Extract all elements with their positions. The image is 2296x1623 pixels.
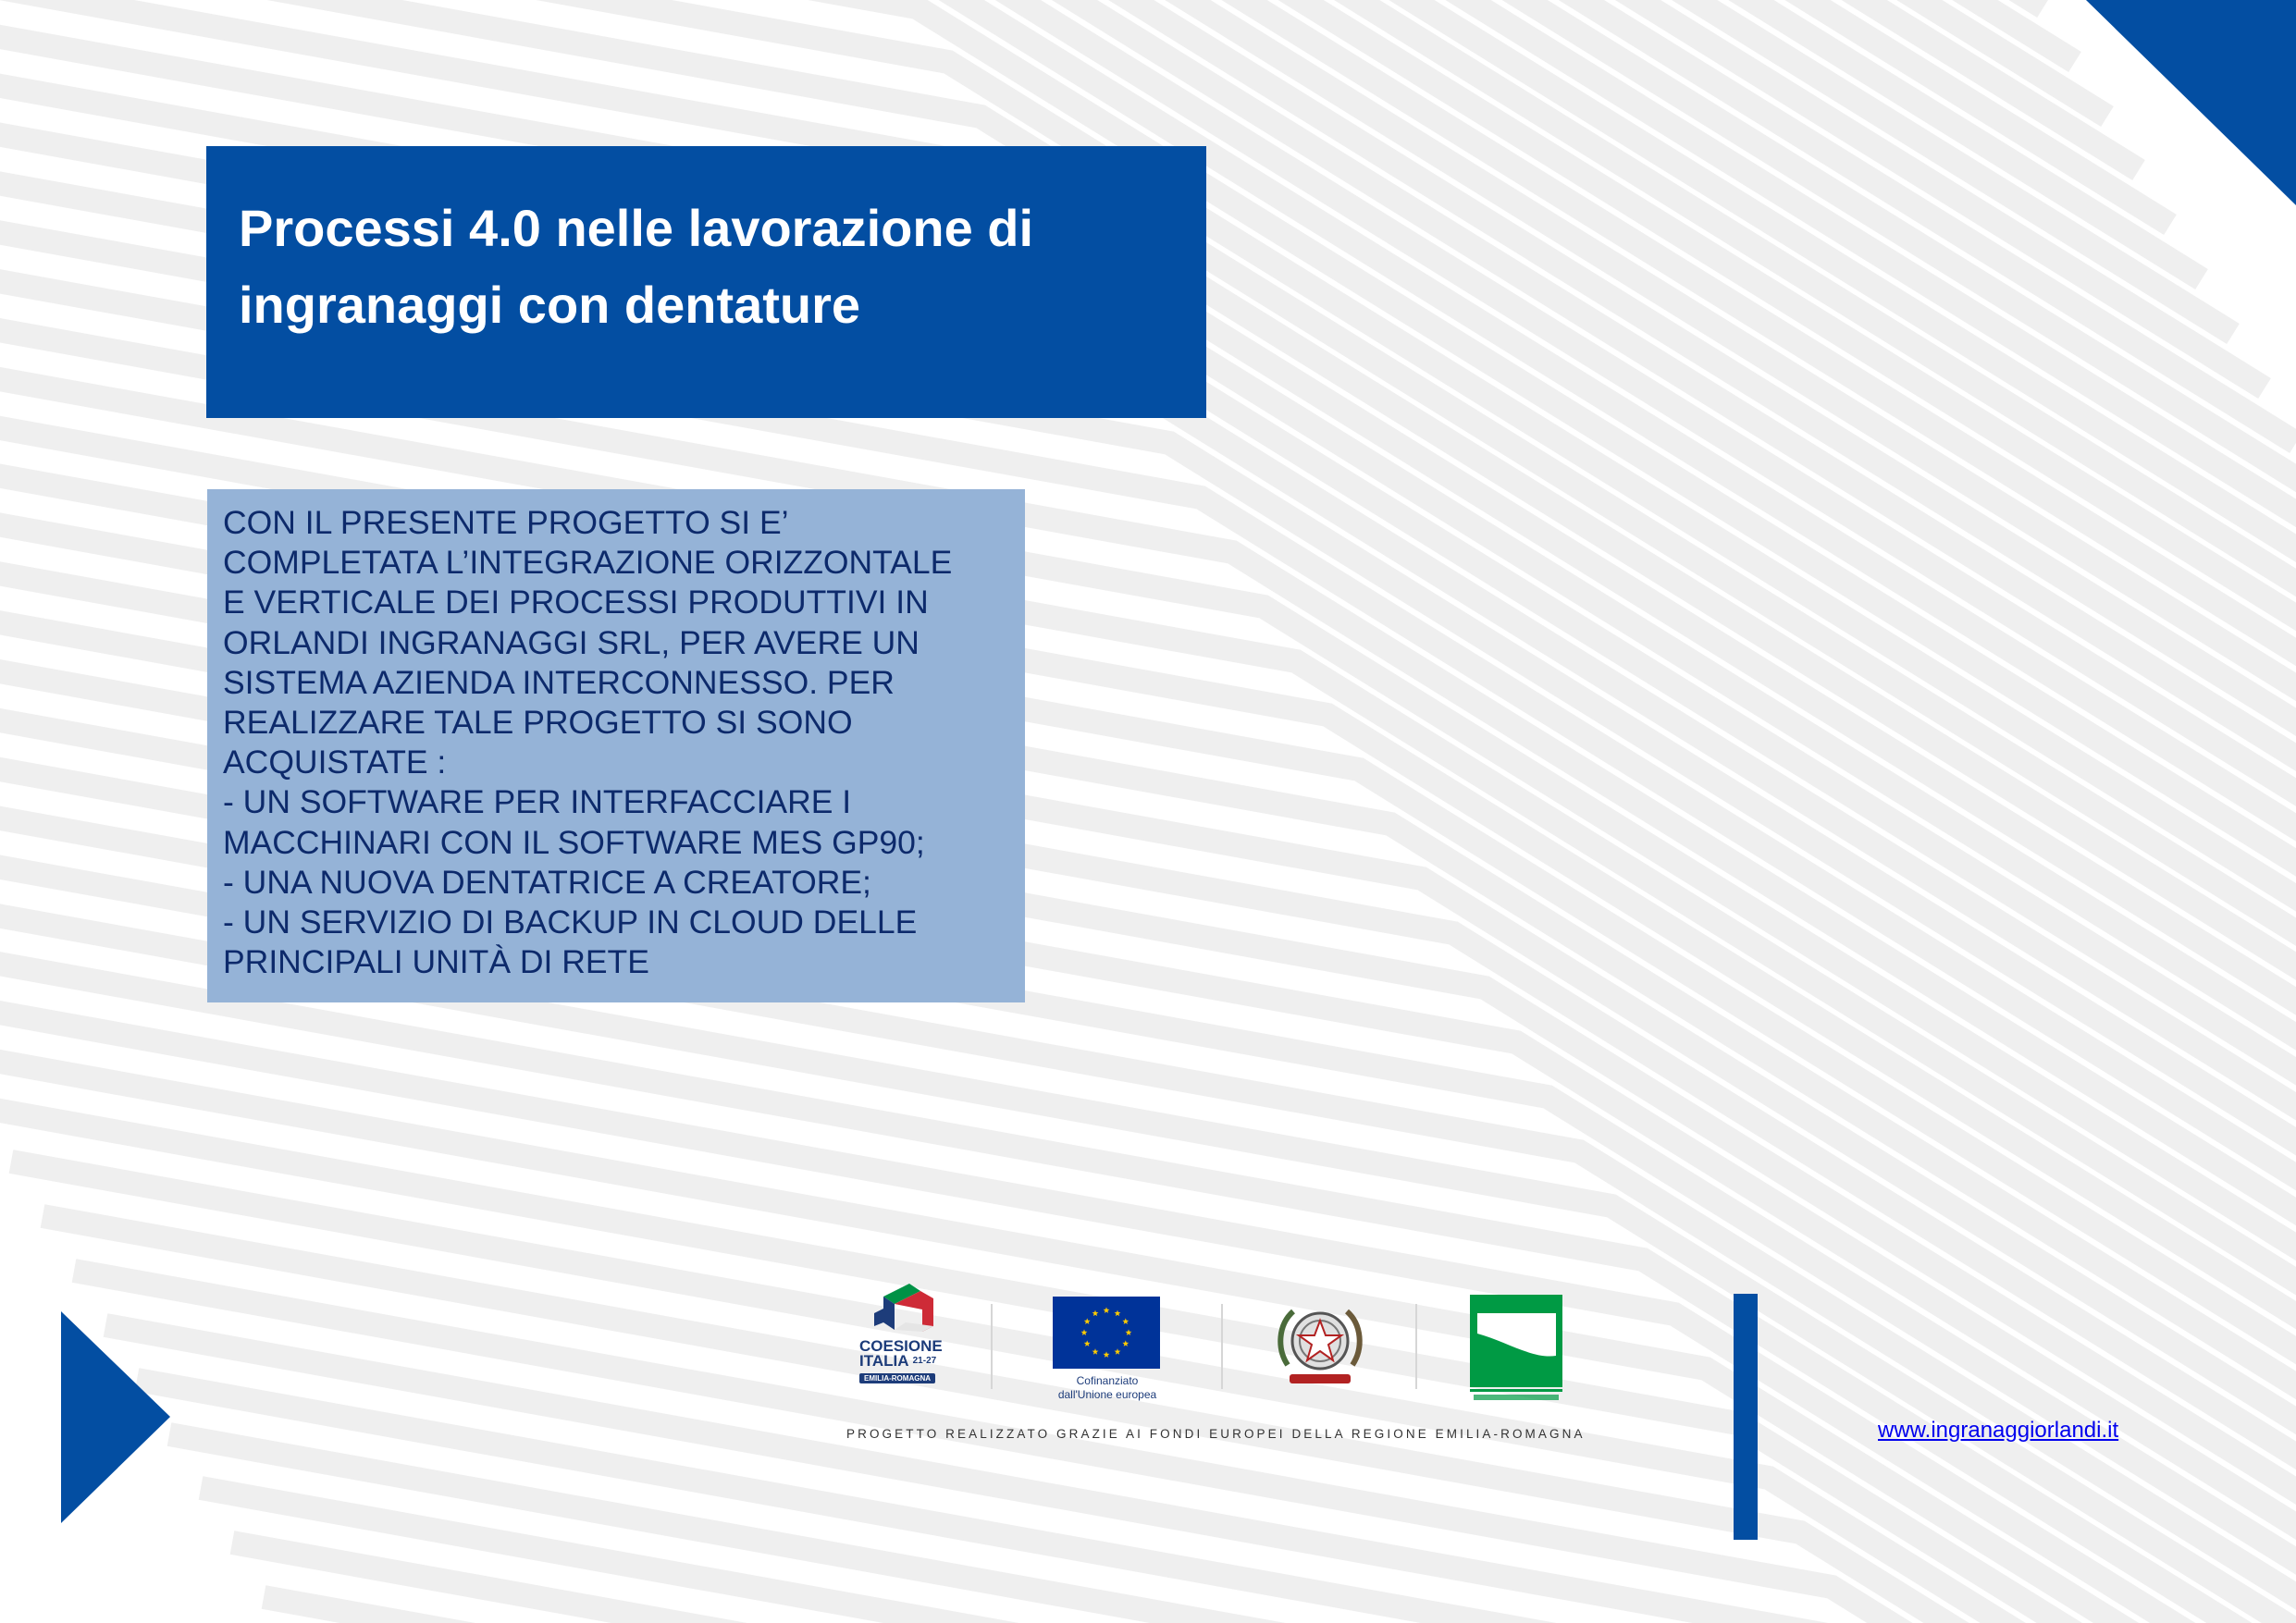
vertical-accent-bar xyxy=(1734,1294,1758,1540)
eu-caption-line1: Cofinanziato xyxy=(1076,1374,1139,1387)
eu-caption xyxy=(1038,1374,1177,1402)
eu-caption-line2: dall'Unione europea xyxy=(1057,1388,1157,1401)
page-title: Processi 4.0 nelle lavorazione di ingranaggi con dentature xyxy=(239,199,1034,334)
logo-separator xyxy=(991,1304,993,1389)
coesione-years: 21-27 xyxy=(912,1356,937,1366)
regione-emilia-romagna-logo-icon xyxy=(1468,1293,1564,1406)
coesione-italia-word: ITALIA xyxy=(859,1352,908,1370)
eu-flag-icon xyxy=(1053,1297,1160,1369)
footer-funding-note: PROGETTO REALIZZATO GRAZIE AI FONDI EUROPEI DELLA REGIONE EMILIA-ROMAGNA xyxy=(846,1427,1586,1441)
triangle-arrow-right-icon xyxy=(61,1311,170,1523)
italian-republic-emblem-icon xyxy=(1269,1293,1371,1395)
description-text: CON IL PRESENTE PROGETTO SI E’ COMPLETATA L’INTEGRAZIONE ORIZZONTALE E VERTICALE DEI PROCESSI PRODUTTIVI IN ORLANDI INGRANAGGI SRL, PER AVERE UN SISTEMA AZIENDA INTERCONNESSO. PER REALIZZARE TALE PROGETTO SI SONO ACQUISTATE : - UN SOFTWARE PER INTERFACCIARE I MACCHINARI CON IL SOFTWARE MES GP90; - UNA NUOVA DENTATRICE A CREATORE; - UN SERVIZIO DI BACKUP IN CLOUD DELLE PRINCIPALI UNITÀ DI RETE xyxy=(223,504,953,981)
logo-separator xyxy=(1415,1304,1417,1389)
coesione-italia-text xyxy=(859,1339,961,1383)
coesione-line2 xyxy=(859,1354,961,1369)
website-link[interactable]: www.ingranaggiorlandi.it xyxy=(1878,1418,2119,1443)
logo-separator xyxy=(1221,1304,1223,1389)
description-box xyxy=(207,489,1025,1002)
coesione-line1: COESIONE xyxy=(859,1337,943,1355)
coesione-region: EMILIA-ROMAGNA xyxy=(859,1373,935,1383)
title-box xyxy=(206,146,1206,418)
corner-triangle-top-right xyxy=(2086,0,2296,205)
